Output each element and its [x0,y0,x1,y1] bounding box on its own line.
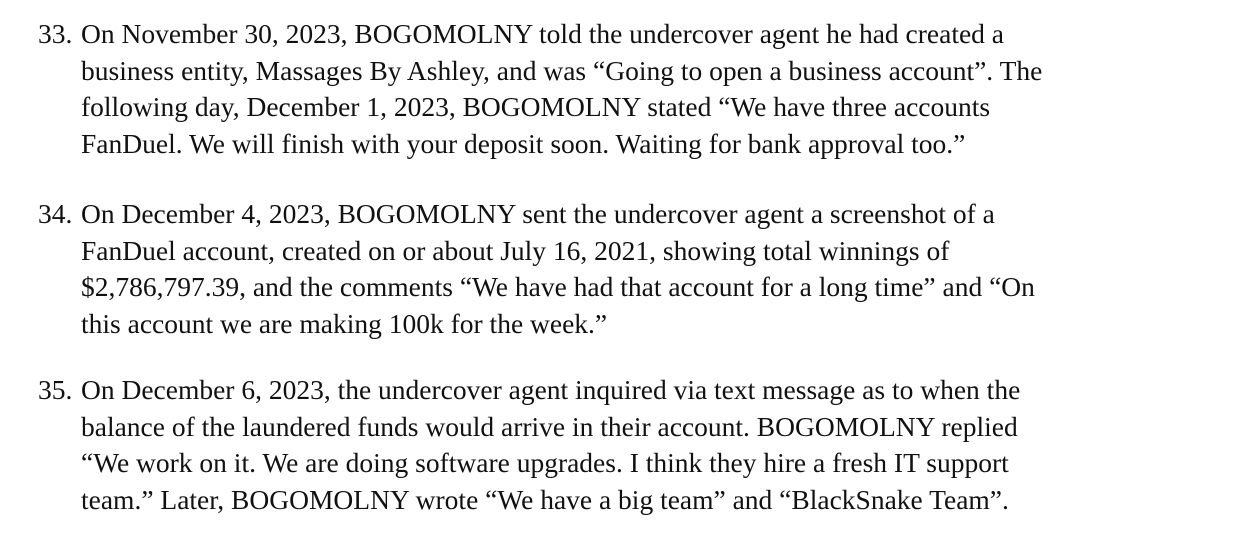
paragraph-34 [38,196,1233,342]
paragraph-line: balance of the laundered funds would arrive in their account. BOGOMOLNY replied [81,410,1018,442]
paragraph-line [38,372,1233,409]
paragraph-text: On November 30, 2023, BOGOMOLNY told the undercover agent he had created a [81,18,1005,49]
paragraph-text: On December 4, 2023, BOGOMOLNY sent the undercover agent a screenshot of a [81,198,995,229]
paragraph-number: 34. [38,198,73,229]
paragraph-line: following day, December 1, 2023, BOGOMOLNY stated “We have three accounts [81,91,991,122]
paragraph-line: $2,786,797.39, and the comments “We have had that account for a long time” and “On [81,271,1035,302]
paragraph-line: “We work on it. We are doing software upgrades. I think they hire a fresh IT support [81,447,1009,478]
paragraph-text: On December 6, 2023, the undercover agent inquired via text message as to when the [81,374,1021,405]
paragraph-35 [38,372,1233,518]
paragraph-line: FanDuel account, created on or about July 16, 2021, showing total winnings of [81,234,950,266]
paragraph-number: 35. [38,374,73,405]
paragraph-line [38,196,1233,233]
paragraph-line: team.” Later, BOGOMOLNY wrote “We have a big team” and “BlackSnake Team”. [81,483,1009,515]
paragraph-line: FanDuel. We will finish with your deposit soon. Waiting for bank approval too.” [81,127,966,159]
paragraph-number: 33. [38,18,73,49]
paragraph-line: business entity, Massages By Ashley, and was “Going to open a business account”. The [81,54,1043,86]
paragraph-line: this account we are making 100k for the week.” [81,307,608,339]
paragraph-line [38,16,1233,53]
paragraph-33 [38,16,1233,162]
